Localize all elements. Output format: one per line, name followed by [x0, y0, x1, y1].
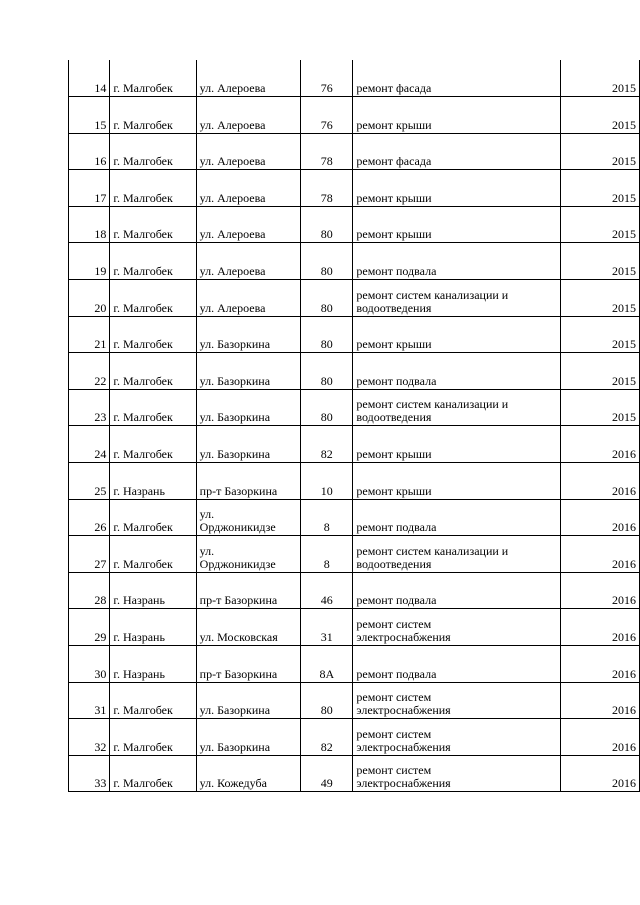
- street-cell: [196, 97, 301, 134]
- work-type-cell-line: ремонт систем канализации и: [356, 543, 509, 558]
- row-number: 19: [69, 243, 110, 280]
- row-number: 25: [69, 463, 110, 500]
- row-number: 17: [69, 170, 110, 207]
- work-type-cell: [353, 646, 561, 683]
- work-type-cell: [353, 243, 561, 280]
- table-row: [69, 646, 640, 683]
- row-number: 30: [69, 646, 110, 683]
- work-type-cell-line: ремонт подвала: [356, 373, 437, 388]
- street-cell-line: пр-т Базоркина: [199, 593, 278, 608]
- year-cell: 2016: [561, 755, 640, 792]
- city-cell: г. Малгобек: [110, 206, 196, 243]
- city-cell: г. Малгобек: [110, 170, 196, 207]
- year-cell: 2016: [561, 426, 640, 463]
- table-row: [69, 243, 640, 280]
- work-type-cell-line: водоотведения: [356, 556, 432, 571]
- city-cell: г. Малгобек: [110, 426, 196, 463]
- year-cell: 2016: [561, 572, 640, 609]
- work-type-cell: [353, 426, 561, 463]
- table-row: [69, 280, 640, 317]
- work-type-cell-line: ремонт крыши: [356, 447, 432, 462]
- city-cell: г. Малгобек: [110, 755, 196, 792]
- row-number: 14: [69, 60, 110, 97]
- street-cell-line: ул.: [199, 543, 215, 558]
- house-number-cell: 46: [301, 572, 353, 609]
- street-cell-line: пр-т Базоркина: [199, 483, 278, 498]
- street-cell: [196, 170, 301, 207]
- row-number: 26: [69, 499, 110, 536]
- work-type-cell-line: ремонт подвала: [356, 264, 437, 279]
- house-number-cell: 82: [301, 719, 353, 756]
- street-cell-line: Орджоникидзе: [199, 520, 276, 535]
- work-type-cell-line: ремонт подвала: [356, 520, 437, 535]
- house-number-cell: 76: [301, 60, 353, 97]
- house-number-cell: 80: [301, 243, 353, 280]
- work-type-cell: [353, 353, 561, 390]
- table-row: [69, 353, 640, 390]
- city-cell: г. Малгобек: [110, 499, 196, 536]
- city-cell: г. Малгобек: [110, 133, 196, 170]
- work-type-cell-line: электроснабжения: [356, 739, 451, 754]
- table-row: [69, 97, 640, 134]
- row-number: 20: [69, 280, 110, 317]
- year-cell: 2016: [561, 499, 640, 536]
- city-cell: г. Малгобек: [110, 389, 196, 426]
- street-cell-line: ул. Базоркина: [199, 447, 271, 462]
- year-cell: 2016: [561, 719, 640, 756]
- street-cell: [196, 133, 301, 170]
- work-type-cell: [353, 499, 561, 536]
- house-number-cell: 8: [301, 499, 353, 536]
- street-cell-line: ул. Базоркина: [199, 337, 271, 352]
- year-cell: 2015: [561, 280, 640, 317]
- year-cell: 2016: [561, 536, 640, 573]
- table-row: [69, 499, 640, 536]
- table-body: [69, 60, 640, 792]
- row-number: 22: [69, 353, 110, 390]
- city-cell: г. Малгобек: [110, 536, 196, 573]
- work-type-cell: [353, 97, 561, 134]
- street-cell-line: ул. Алероева: [199, 117, 266, 132]
- street-cell-line: ул. Кожедуба: [199, 776, 267, 791]
- work-type-cell-line: ремонт систем канализации и: [356, 397, 509, 412]
- house-number-cell: 82: [301, 426, 353, 463]
- street-cell: [196, 280, 301, 317]
- row-number: 16: [69, 133, 110, 170]
- work-type-cell: [353, 463, 561, 500]
- table-row: [69, 426, 640, 463]
- table-row: [69, 536, 640, 573]
- street-cell-line: ул. Базоркина: [199, 739, 271, 754]
- year-cell: 2015: [561, 353, 640, 390]
- city-cell: г. Назрань: [110, 463, 196, 500]
- street-cell: [196, 463, 301, 500]
- row-number: 18: [69, 206, 110, 243]
- work-type-cell-line: ремонт крыши: [356, 483, 432, 498]
- year-cell: 2016: [561, 682, 640, 719]
- street-cell-line: ул. Базоркина: [199, 410, 271, 425]
- year-cell: 2015: [561, 243, 640, 280]
- work-type-cell-line: ремонт крыши: [356, 227, 432, 242]
- work-type-cell-line: ремонт фасада: [356, 154, 432, 169]
- work-type-cell-line: ремонт систем: [356, 617, 432, 631]
- house-number-cell: 80: [301, 389, 353, 426]
- year-cell: 2015: [561, 133, 640, 170]
- street-cell-line: ул. Алероева: [199, 154, 266, 169]
- table-row: [69, 609, 640, 646]
- work-type-cell-line: ремонт систем: [356, 763, 432, 778]
- work-type-cell-line: водоотведения: [356, 410, 432, 425]
- street-cell: [196, 316, 301, 353]
- work-type-cell-line: ремонт подвала: [356, 593, 437, 608]
- table-row: [69, 389, 640, 426]
- city-cell: г. Малгобек: [110, 682, 196, 719]
- year-cell: 2015: [561, 316, 640, 353]
- work-type-cell-line: ремонт подвала: [356, 666, 437, 681]
- table-row: [69, 755, 640, 792]
- house-number-cell: 8: [301, 536, 353, 573]
- city-cell: г. Назрань: [110, 646, 196, 683]
- year-cell: 2016: [561, 646, 640, 683]
- work-type-cell-line: ремонт систем: [356, 726, 432, 741]
- table-row: [69, 133, 640, 170]
- street-cell: [196, 499, 301, 536]
- street-cell: [196, 609, 301, 646]
- row-number: 28: [69, 572, 110, 609]
- work-type-cell-line: ремонт крыши: [356, 190, 432, 205]
- street-cell: [196, 682, 301, 719]
- table-row: [69, 206, 640, 243]
- year-cell: 2016: [561, 609, 640, 646]
- row-number: 32: [69, 719, 110, 756]
- city-cell: г. Назрань: [110, 572, 196, 609]
- table-row: [69, 316, 640, 353]
- street-cell-line: ул. Алероева: [199, 190, 266, 205]
- street-cell: [196, 389, 301, 426]
- work-type-cell: [353, 609, 561, 646]
- table-row: [69, 463, 640, 500]
- row-number: 24: [69, 426, 110, 463]
- row-number: 27: [69, 536, 110, 573]
- street-cell-line: ул. Московская: [199, 630, 278, 644]
- street-cell-line: ул. Алероева: [199, 227, 266, 242]
- table-row: [69, 719, 640, 756]
- city-cell: г. Малгобек: [110, 243, 196, 280]
- street-cell: [196, 353, 301, 390]
- street-cell-line: ул. Алероева: [199, 81, 266, 96]
- work-type-cell: [353, 755, 561, 792]
- street-cell-line: ул. Базоркина: [199, 373, 271, 388]
- work-type-cell: [353, 133, 561, 170]
- street-cell: [196, 572, 301, 609]
- row-number: 15: [69, 97, 110, 134]
- year-cell: 2016: [561, 463, 640, 500]
- table-row: [69, 170, 640, 207]
- street-cell: [196, 243, 301, 280]
- house-number-cell: 78: [301, 133, 353, 170]
- city-cell: г. Малгобек: [110, 97, 196, 134]
- work-type-cell-line: электроснабжения: [356, 630, 451, 644]
- house-number-cell: 8А: [301, 646, 353, 683]
- repair-schedule-table: [68, 60, 640, 792]
- row-number: 33: [69, 755, 110, 792]
- work-type-cell: [353, 389, 561, 426]
- street-cell-line: ул. Алероева: [199, 264, 266, 279]
- work-type-cell: [353, 170, 561, 207]
- city-cell: г. Малгобек: [110, 353, 196, 390]
- street-cell: [196, 206, 301, 243]
- street-cell-line: ул.: [199, 507, 215, 522]
- row-number: 23: [69, 389, 110, 426]
- year-cell: 2015: [561, 170, 640, 207]
- city-cell: г. Назрань: [110, 609, 196, 646]
- work-type-cell: [353, 280, 561, 317]
- street-cell-line: Орджоникидзе: [199, 556, 276, 571]
- row-number: 29: [69, 609, 110, 646]
- city-cell: г. Малгобек: [110, 60, 196, 97]
- table-row: [69, 572, 640, 609]
- house-number-cell: 49: [301, 755, 353, 792]
- house-number-cell: 31: [301, 609, 353, 646]
- work-type-cell-line: ремонт фасада: [356, 81, 432, 96]
- city-cell: г. Малгобек: [110, 316, 196, 353]
- street-cell: [196, 755, 301, 792]
- street-cell: [196, 60, 301, 97]
- year-cell: 2015: [561, 206, 640, 243]
- city-cell: г. Малгобек: [110, 719, 196, 756]
- table-row: [69, 682, 640, 719]
- work-type-cell-line: электроснабжения: [356, 703, 451, 718]
- work-type-cell: [353, 60, 561, 97]
- house-number-cell: 80: [301, 280, 353, 317]
- street-cell: [196, 426, 301, 463]
- house-number-cell: 80: [301, 206, 353, 243]
- row-number: 21: [69, 316, 110, 353]
- year-cell: 2015: [561, 60, 640, 97]
- work-type-cell-line: ремонт систем канализации и: [356, 287, 509, 302]
- street-cell-line: пр-т Базоркина: [199, 666, 278, 681]
- street-cell-line: ул. Базоркина: [199, 703, 271, 718]
- street-cell: [196, 646, 301, 683]
- street-cell: [196, 536, 301, 573]
- house-number-cell: 80: [301, 682, 353, 719]
- work-type-cell-line: водоотведения: [356, 300, 432, 315]
- house-number-cell: 78: [301, 170, 353, 207]
- table-row: [69, 60, 640, 97]
- work-type-cell-line: электроснабжения: [356, 776, 451, 791]
- work-type-cell-line: ремонт систем: [356, 690, 432, 705]
- street-cell-line: ул. Алероева: [199, 300, 266, 315]
- work-type-cell-line: ремонт крыши: [356, 117, 432, 132]
- house-number-cell: 80: [301, 316, 353, 353]
- year-cell: 2015: [561, 97, 640, 134]
- work-type-cell: [353, 206, 561, 243]
- city-cell: г. Малгобек: [110, 280, 196, 317]
- work-type-cell: [353, 682, 561, 719]
- work-type-cell: [353, 316, 561, 353]
- house-number-cell: 80: [301, 353, 353, 390]
- work-type-cell: [353, 572, 561, 609]
- work-type-cell-line: ремонт крыши: [356, 337, 432, 352]
- house-number-cell: 10: [301, 463, 353, 500]
- work-type-cell: [353, 536, 561, 573]
- row-number: 31: [69, 682, 110, 719]
- street-cell: [196, 719, 301, 756]
- work-type-cell: [353, 719, 561, 756]
- year-cell: 2015: [561, 389, 640, 426]
- house-number-cell: 76: [301, 97, 353, 134]
